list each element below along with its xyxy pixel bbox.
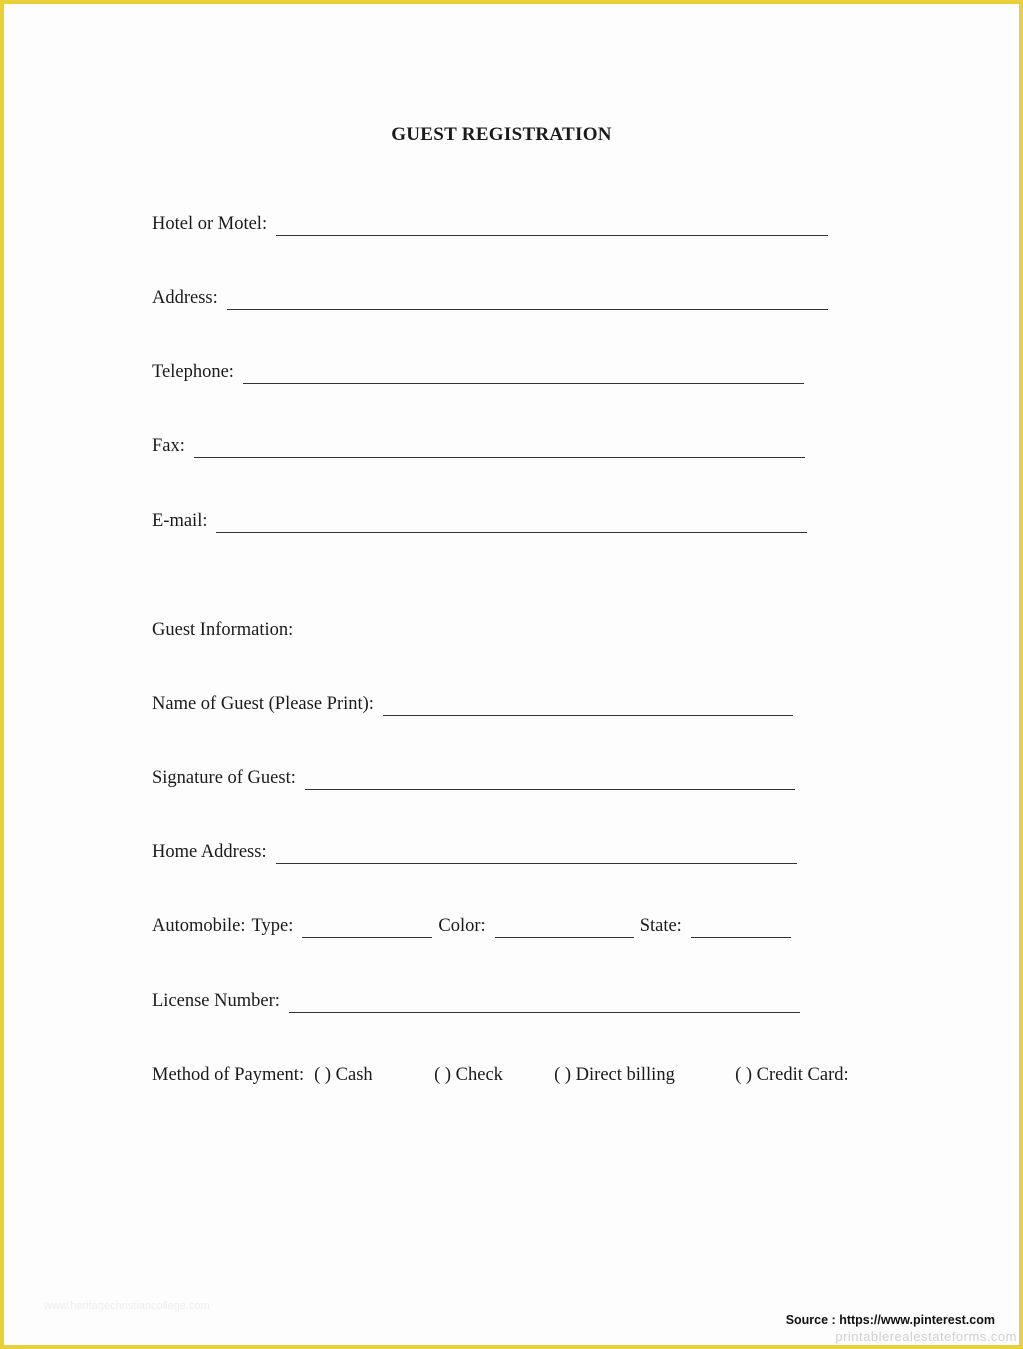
guest-name-blank[interactable]	[383, 697, 793, 716]
telephone-blank[interactable]	[243, 365, 804, 384]
auto-type-blank[interactable]	[302, 919, 432, 938]
payment-label: Method of Payment:	[152, 1065, 305, 1085]
signature-row	[152, 766, 795, 790]
auto-type-label: Type:	[251, 916, 294, 936]
payment-row	[152, 1063, 849, 1087]
payment-option-check[interactable]: ( ) Check	[434, 1065, 503, 1085]
guest-section-label: Guest Information:	[152, 620, 294, 640]
license-label: License Number:	[152, 991, 280, 1011]
address-blank[interactable]	[227, 291, 828, 310]
automobile-label: Automobile:	[152, 916, 246, 936]
home-address-row	[152, 840, 797, 864]
address-label: Address:	[152, 288, 218, 308]
hotel-blank[interactable]	[276, 217, 828, 236]
payment-option-direct-billing[interactable]: ( ) Direct billing	[554, 1065, 675, 1085]
license-blank[interactable]	[289, 994, 800, 1013]
source-credit: Source : https://www.pinterest.com	[785, 1313, 995, 1327]
fax-row	[152, 434, 805, 458]
auto-state-blank[interactable]	[691, 919, 791, 938]
signature-blank[interactable]	[305, 771, 795, 790]
faint-watermark: www.heritagechristiancollege.com	[44, 1300, 210, 1312]
license-row	[152, 989, 800, 1013]
guest-section-heading	[152, 618, 293, 642]
auto-state-label: State:	[639, 916, 682, 936]
hotel-label: Hotel or Motel:	[152, 214, 268, 234]
home-address-label: Home Address:	[152, 842, 267, 862]
email-label: E-mail:	[152, 511, 208, 531]
home-address-blank[interactable]	[276, 845, 797, 864]
address-row	[152, 286, 828, 310]
guest-name-row	[152, 692, 793, 716]
telephone-label: Telephone:	[152, 362, 234, 382]
email-row	[152, 509, 807, 533]
fax-blank[interactable]	[194, 439, 805, 458]
automobile-row	[152, 914, 791, 938]
document-page	[4, 4, 1019, 1345]
telephone-row	[152, 360, 804, 384]
guest-name-label: Name of Guest (Please Print):	[152, 694, 374, 714]
fax-label: Fax:	[152, 436, 185, 456]
auto-color-blank[interactable]	[495, 919, 634, 938]
hotel-row	[152, 212, 828, 236]
payment-option-cash[interactable]: ( ) Cash	[314, 1065, 373, 1085]
payment-option-credit-card[interactable]: ( ) Credit Card:	[735, 1065, 849, 1085]
email-blank[interactable]	[216, 514, 807, 533]
page-title: GUEST REGISTRATION	[391, 124, 612, 145]
auto-color-label: Color:	[438, 916, 486, 936]
site-watermark: printablerealestateforms.com	[835, 1329, 1017, 1344]
signature-label: Signature of Guest:	[152, 768, 296, 788]
